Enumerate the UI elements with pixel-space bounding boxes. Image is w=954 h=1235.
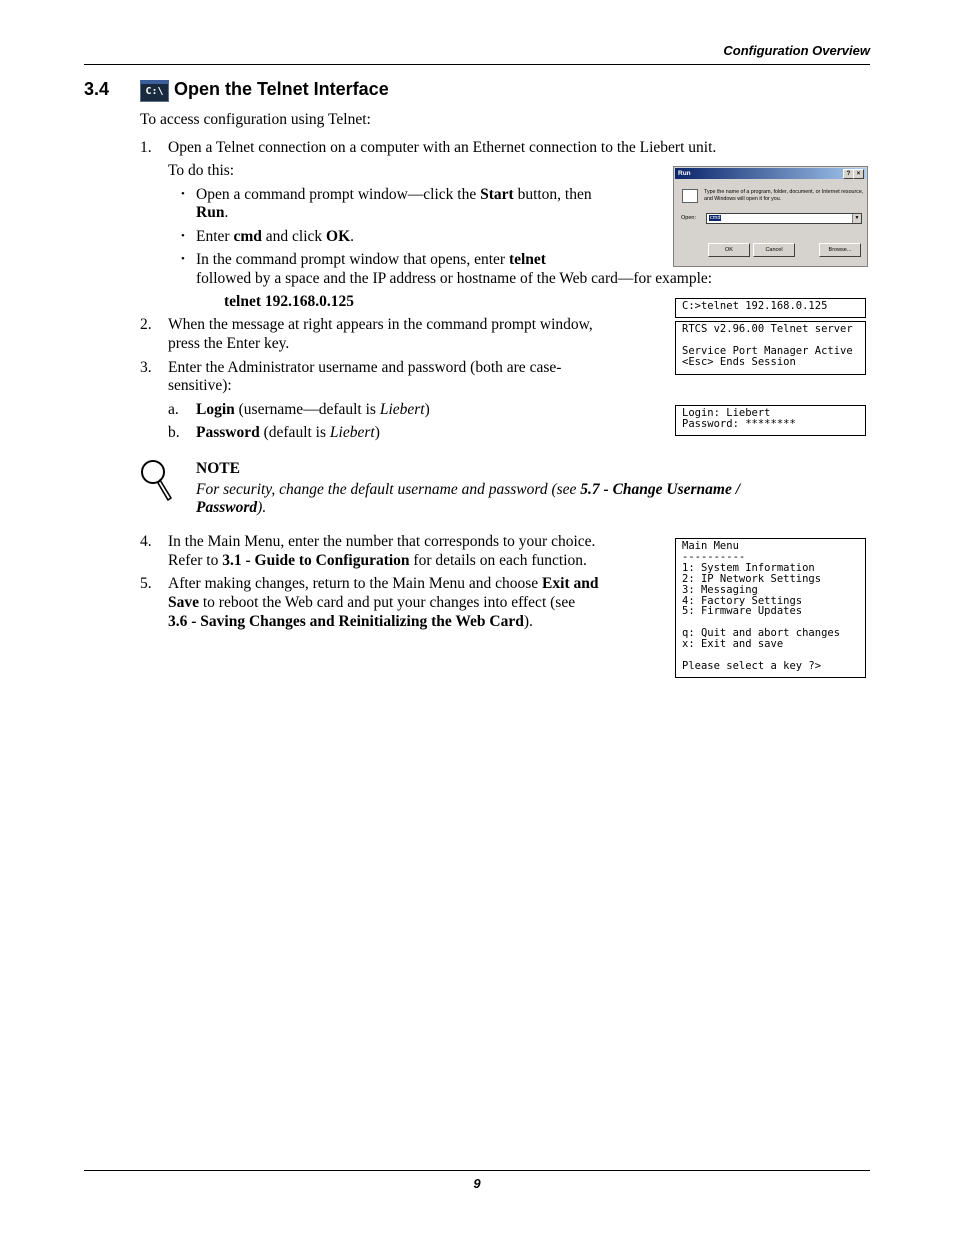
step-3b-text: Password (default is Liebert) [196,424,380,441]
step-2-line-1: When the message at right appears in the command prompt window, [168,316,593,333]
step-1-text: Open a Telnet connection on a computer with an Ethernet connection to the Liebert unit. [168,139,717,156]
command-prompt-icon: C:\ [140,80,169,102]
note-line-2: Password). [196,499,267,516]
open-label: Open: [681,215,696,221]
step-3a-number: a. [168,401,179,418]
terminal-telnet-command: C:>telnet 192.168.0.125 [675,298,866,318]
run-dialog-description: Type the name of a program, folder, document, or Internet resource, and Windows will open it for you. [704,189,864,202]
step-4-line-2: Refer to 3.1 - Guide to Configuration for details on each function. [168,552,587,569]
run-dialog [673,166,868,267]
browse-button[interactable]: Browse... [819,243,861,257]
ok-button[interactable]: OK [708,243,750,257]
intro-text: To access configuration using Telnet: [140,111,371,128]
bullet-glyph: • [181,253,185,265]
step-2-line-2: press the Enter key. [168,335,290,352]
note-heading: NOTE [196,460,240,477]
footer-rule [84,1170,870,1171]
run-program-icon [682,189,698,203]
open-input[interactable] [706,213,862,224]
close-button[interactable]: × [853,169,864,179]
step-5-line-1: After making changes, return to the Main Menu and choose Exit and [168,575,599,592]
running-header: Configuration Overview [723,43,870,58]
page-number: 9 [473,1176,481,1191]
bullet-1-line-2: Run. [196,204,229,221]
terminal-telnet-banner: RTCS v2.96.00 Telnet server Service Port Manager Active <Esc> Ends Session [675,321,866,375]
chevron-down-icon[interactable]: ▼ [852,214,861,223]
note-line-1: For security, change the default username and password (see 5.7 - Change Username / [196,481,741,498]
step-1-number: 1. [140,139,152,156]
step-5-line-3: 3.6 - Saving Changes and Reinitializing the Web Card). [168,613,533,630]
step-2-number: 2. [140,316,152,333]
magnifier-icon [138,458,174,502]
telnet-example: telnet 192.168.0.125 [224,293,355,310]
step-4-line-1: In the Main Menu, enter the number that corresponds to your choice. [168,533,596,550]
bullet-2: Enter cmd and click OK. [196,228,355,245]
bullet-3-line-1: In the command prompt window that opens, enter telnet [196,251,546,268]
open-input-value: cmd [710,215,721,221]
section-title: Open the Telnet Interface [174,79,389,99]
bullet-1-line-1: Open a command prompt window—click the Start button, then [196,186,592,203]
step-3b-number: b. [168,424,180,441]
step-4-number: 4. [140,533,152,550]
step-3-line-2: sensitive): [168,377,232,394]
help-button[interactable]: ? [843,169,854,179]
header-rule [84,64,870,65]
terminal-main-menu: Main Menu ---------- 1: System Information 2: IP Network Settings 3: Messaging 4: Factory Settings 5: Firmware Updates q: Quit and abort changes x: Exit and save Please select a key ?> [675,538,866,678]
terminal-login: Login: Liebert Password: ******** [675,405,866,436]
step-5-number: 5. [140,575,152,592]
bullet-glyph: • [181,188,185,200]
bullet-3-line-2: followed by a space and the IP address or hostname of the Web card—for example: [196,270,713,287]
section-number: 3.4 [84,79,110,99]
step-3a-text: Login (username—default is Liebert) [196,401,430,418]
cancel-button[interactable]: Cancel [753,243,795,257]
run-dialog-title: Run [675,168,866,179]
bullet-glyph: • [181,230,185,242]
step-3-number: 3. [140,359,152,376]
step-1-todo: To do this: [168,162,235,179]
step-5-line-2: Save to reboot the Web card and put your changes into effect (see [168,594,576,611]
step-3-line-1: Enter the Administrator username and password (both are case- [168,359,562,376]
